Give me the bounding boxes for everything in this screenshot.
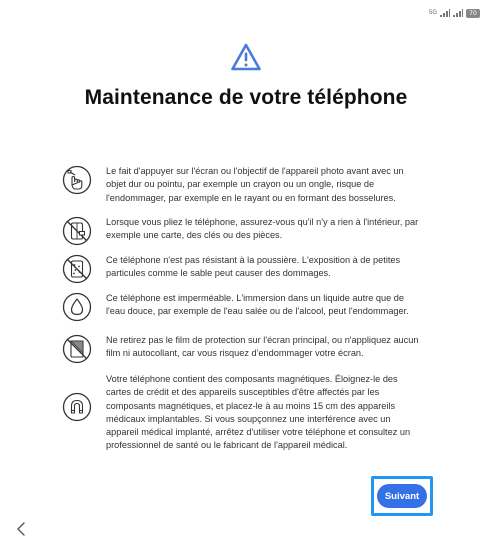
tip-text: Ne retirez pas le film de protection sur l'écran principal, ou n'appliquez aucun film ni autocollant, car vous risquez d'endommager votre écran. (106, 335, 419, 359)
page-title: Maintenance de votre téléphone (84, 86, 408, 109)
list-item (62, 334, 438, 364)
list-item (62, 216, 438, 246)
signal-icon (440, 9, 450, 17)
touch-screen-pointed-object-icon (62, 165, 92, 195)
tip-text: Votre téléphone contient des composants magnétiques. Éloignez-le des cartes de crédit et des appareils susceptibles d'être affectés par les composants magnétiques, et placez-le à au moins 15 cm des appareils médicaux implantables. Si vous soupçonnez une interférence avec un appareil médical implanté, arrêtez d'utiliser votre téléphone et consultez un professionnel de santé ou le fabricant de l'appareil médical. (106, 374, 411, 451)
list-item (62, 254, 438, 284)
tip-text: Lorsque vous pliez le téléphone, assurez-vous qu'il n'y a rien à l'intérieur, par exemple une carte, des clés ou des pièces. (106, 217, 419, 241)
battery-icon: 70 (466, 9, 480, 18)
water-drop-icon (62, 292, 92, 322)
protective-film-icon (62, 334, 92, 364)
tip-text: Le fait d'appuyer sur l'écran ou l'objectif de l'appareil photo avant avec un objet dur ou pointu, par exemple un crayon ou un ongle, risque de l'endommager, par exemple en le rayant ou en formant des bosselures. (106, 166, 404, 203)
network-label: 5G (428, 10, 437, 16)
warning-icon (230, 42, 262, 72)
tip-text: Ce téléphone est imperméable. L'immersion dans un liquide autre que de l'eau douce, par exemple de l'eau salée ou de l'alcool, peut l'endommager. (106, 293, 409, 317)
tip-text: Ce téléphone n'est pas résistant à la poussière. L'exposition à de petites particules comme le sable peut causer des dommages. (106, 255, 401, 279)
list-item (62, 165, 438, 205)
status-bar (429, 6, 480, 20)
magnet-icon (62, 392, 92, 422)
list-item (62, 373, 438, 453)
next-button[interactable] (371, 476, 433, 516)
signal-icon (453, 9, 463, 17)
next-button-label: Suivant (377, 484, 427, 508)
no-dust-icon (62, 254, 92, 284)
list-item (62, 292, 438, 322)
fold-no-objects-icon (62, 216, 92, 246)
back-chevron-icon[interactable] (13, 520, 29, 538)
